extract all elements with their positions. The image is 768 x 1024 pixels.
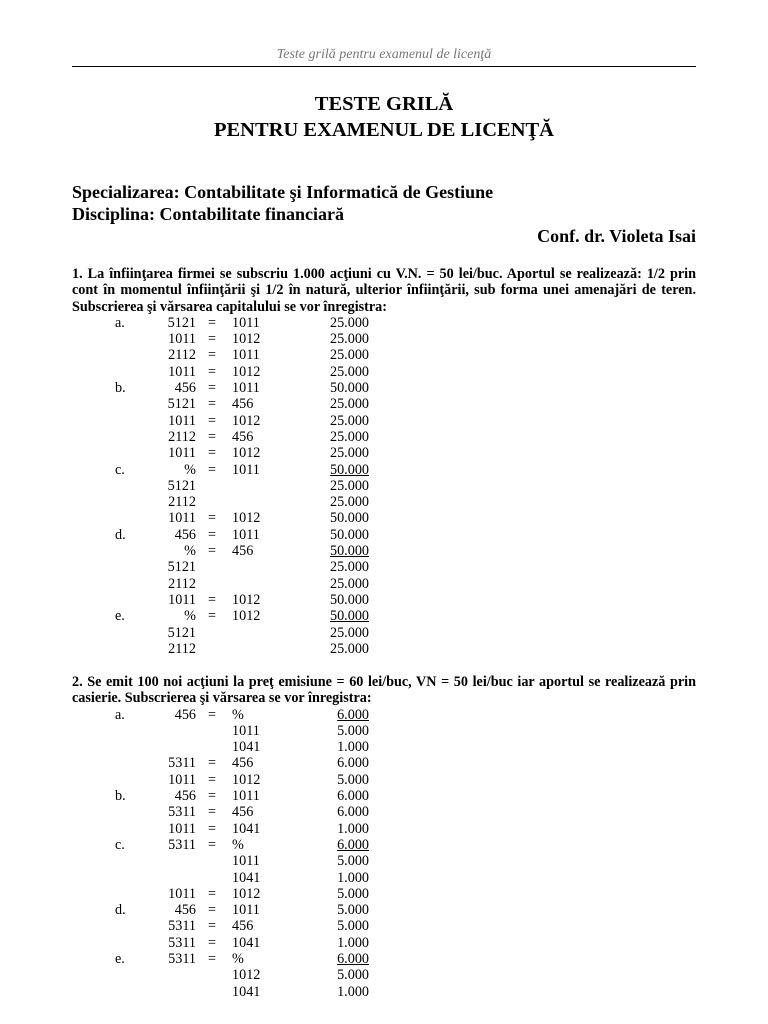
credit-account: 456 [232,804,254,821]
journal-entry-row [72,707,696,723]
journal-entry-row [72,641,696,657]
debit-account: % [184,543,196,560]
amount: 25.000 [329,363,369,380]
debit-account: 1011 [168,510,196,527]
question-1 [72,266,696,657]
amount: 1.000 [337,983,369,1000]
debit-account: 2112 [168,428,196,445]
equals-sign: = [207,412,216,429]
journal-entry-row [72,527,696,543]
option-letter: d. [115,526,126,543]
amount: 25.000 [329,477,369,494]
amount: 5.000 [337,885,369,902]
credit-account: 1041 [232,983,261,1000]
debit-account: 5311 [168,804,196,821]
credit-account: 1012 [232,885,261,902]
answer-option-a [72,315,696,380]
debit-account: 5311 [168,951,196,968]
amount: 25.000 [329,624,369,641]
debit-account: 2112 [168,347,196,364]
equals-sign: = [207,771,216,788]
answer-option-c [72,462,696,527]
credit-account: 456 [232,396,254,413]
journal-entry-row [72,331,696,347]
equals-sign: = [207,902,216,919]
debit-account: 456 [174,788,196,805]
journal-entry-row [72,935,696,951]
equals-sign: = [207,755,216,772]
journal-entry-row [72,984,696,1000]
amount: 25.000 [329,428,369,445]
option-letter: e. [115,608,125,625]
credit-account: 456 [232,428,254,445]
credit-account: 1011 [232,902,260,919]
amount: 50.000 [329,380,369,397]
amount: 25.000 [329,445,369,462]
journal-entry-row [72,755,696,771]
author: Conf. dr. Violeta Isai [537,226,696,246]
journal-entry-row [72,592,696,608]
journal-entry-row [72,494,696,510]
journal-entry-row [72,804,696,820]
amount: 25.000 [329,331,369,348]
debit-account: 456 [174,380,196,397]
amount: 1.000 [337,739,369,756]
journal-entry-row [72,837,696,853]
equals-sign: = [207,380,216,397]
credit-account: 1012 [232,445,261,462]
debit-account: 5311 [168,918,196,935]
journal-entry-row [72,723,696,739]
debit-account: 1011 [168,331,196,348]
equals-sign: = [207,706,216,723]
document-title [0,91,768,143]
debit-account: 1011 [168,885,196,902]
journal-entry-row [72,608,696,624]
amount: 5.000 [337,722,369,739]
journal-entry-row [72,772,696,788]
amount: 50.000 [329,543,369,560]
amount: 25.000 [329,575,369,592]
debit-account: 1011 [168,445,196,462]
journal-entry-row [72,510,696,526]
amount: 5.000 [337,853,369,870]
answer-option-b [72,380,696,461]
option-letter: d. [115,902,126,919]
equals-sign: = [207,331,216,348]
amount: 25.000 [329,347,369,364]
journal-entry-row [72,853,696,869]
answer-option-a [72,707,696,788]
debit-account: 2112 [168,640,196,657]
option-letter: a. [115,314,125,331]
equals-sign: = [207,836,216,853]
debit-account: 5311 [168,934,196,951]
question-text-line: 2. Se emit 100 noi acţiuni la preţ emisiune = 60 lei/buc, VN = 50 lei/buc iar aportul se realizează prin [72,674,696,690]
amount: 25.000 [329,314,369,331]
credit-account: 1012 [232,331,261,348]
option-letter: b. [115,788,126,805]
amount: 25.000 [329,559,369,576]
journal-entry-row [72,445,696,461]
equals-sign: = [207,363,216,380]
question-text-line: Subscrierea şi vărsarea capitalului se vor înregistra: [72,298,387,315]
credit-account: 1011 [232,853,260,870]
amount: 25.000 [329,396,369,413]
title-line-1: TESTE GRILĂ [314,93,454,115]
amount: 6.000 [337,788,369,805]
debit-account: 5311 [168,755,196,772]
equals-sign: = [207,543,216,560]
debit-account: 5121 [167,396,196,413]
specialization: Specializarea: Contabilitate şi Informatică de Gestiune [72,182,494,202]
credit-account: 1041 [232,739,261,756]
credit-account: % [232,706,244,723]
debit-account: 456 [174,526,196,543]
credit-account: 456 [232,918,254,935]
answer-option-e [72,951,696,1000]
amount: 50.000 [329,608,369,625]
option-letter: e. [115,951,125,968]
debit-account: 5121 [167,559,196,576]
credit-account: 1011 [232,347,260,364]
debit-account: 5121 [167,624,196,641]
credit-account: 1041 [232,934,261,951]
debit-account: 1011 [168,412,196,429]
debit-account: 5121 [167,314,196,331]
debit-account: 456 [174,706,196,723]
amount: 25.000 [329,412,369,429]
journal-entry-row [72,429,696,445]
credit-account: 1011 [232,461,260,478]
credit-account: 1011 [232,526,260,543]
question-text-line: cont în momentul înfiinţării şi 1/2 în natură, ulterior înfiinţării, sub forma unei amenajări de teren. [72,282,696,299]
title-line-2: PENTRU EXAMENUL DE LICENŢĂ [213,119,554,141]
journal-entry-row [72,478,696,494]
journal-entry-row [72,967,696,983]
debit-account: 1011 [168,591,196,608]
journal-entry-row [72,364,696,380]
amount: 50.000 [329,461,369,478]
credit-account: 1012 [232,412,261,429]
journal-entry-row [72,886,696,902]
journal-entry-row [72,462,696,478]
amount: 6.000 [337,804,369,821]
answer-option-d [72,902,696,951]
equals-sign: = [207,885,216,902]
journal-entry-row [72,413,696,429]
journal-entry-row [72,918,696,934]
running-header: Teste grilă pentru examenul de licenţă [276,47,492,62]
credit-account: % [232,836,244,853]
amount: 25.000 [329,640,369,657]
journal-entry-row [72,347,696,363]
credit-account: 1041 [232,869,261,886]
answer-option-c [72,837,696,902]
equals-sign: = [207,314,216,331]
credit-account: 456 [232,755,254,772]
credit-account: 1012 [232,608,261,625]
journal-entry-row [72,543,696,559]
option-letter: b. [115,380,126,397]
question-text-line: 1. La înfiinţarea firmei se subscriu 1.000 acţiuni cu V.N. = 50 lei/buc. Aportul se realizează: 1/2 prin [72,266,696,282]
equals-sign: = [207,347,216,364]
amount: 1.000 [337,869,369,886]
discipline: Disciplina: Contabilitate financiară [72,204,345,224]
debit-account: % [184,608,196,625]
option-letter: c. [115,836,125,853]
debit-account: 2112 [168,575,196,592]
amount: 5.000 [337,967,369,984]
debit-account: 456 [174,902,196,919]
journal-entry-row [72,739,696,755]
equals-sign: = [207,396,216,413]
debit-account: 2112 [168,494,196,511]
journal-entry-row [72,559,696,575]
amount: 6.000 [337,706,369,723]
credit-account: % [232,951,244,968]
debit-account: 5311 [168,836,196,853]
equals-sign: = [207,934,216,951]
credit-account: 456 [232,543,254,560]
amount: 6.000 [337,951,369,968]
amount: 6.000 [337,836,369,853]
credit-account: 1012 [232,591,261,608]
debit-account: 1011 [168,363,196,380]
credit-account: 1012 [232,510,261,527]
credit-account: 1011 [232,722,260,739]
journal-entry-row [72,576,696,592]
course-info [72,181,696,247]
amount: 5.000 [337,771,369,788]
equals-sign: = [207,526,216,543]
header-rule [72,66,696,67]
equals-sign: = [207,510,216,527]
equals-sign: = [207,918,216,935]
credit-account: 1012 [232,967,261,984]
debit-account: % [184,461,196,478]
option-letter: a. [115,706,125,723]
option-letter: c. [115,461,125,478]
answer-option-b [72,788,696,837]
debit-account: 5121 [167,477,196,494]
debit-account: 1011 [168,820,196,837]
amount: 5.000 [337,902,369,919]
journal-entry-row [72,870,696,886]
credit-account: 1012 [232,363,261,380]
equals-sign: = [207,591,216,608]
question-text-line: casierie. Subscrierea şi vărsarea se vor înregistra: [72,690,372,707]
journal-entry-row [72,902,696,918]
journal-entry-row [72,951,696,967]
credit-account: 1011 [232,788,260,805]
equals-sign: = [207,788,216,805]
amount: 5.000 [337,918,369,935]
amount: 50.000 [329,526,369,543]
journal-entry-row [72,315,696,331]
credit-account: 1041 [232,820,261,837]
journal-entry-row [72,625,696,641]
equals-sign: = [207,608,216,625]
journal-entry-row [72,788,696,804]
credit-account: 1012 [232,771,261,788]
credit-account: 1011 [232,314,260,331]
amount: 1.000 [337,820,369,837]
journal-entry-row [72,396,696,412]
amount: 25.000 [329,494,369,511]
debit-account: 1011 [168,771,196,788]
equals-sign: = [207,461,216,478]
amount: 1.000 [337,934,369,951]
answer-option-e [72,608,696,657]
equals-sign: = [207,951,216,968]
amount: 50.000 [329,510,369,527]
equals-sign: = [207,428,216,445]
credit-account: 1011 [232,380,260,397]
question-2 [72,674,696,1000]
journal-entry-row [72,821,696,837]
equals-sign: = [207,445,216,462]
amount: 6.000 [337,755,369,772]
amount: 50.000 [329,591,369,608]
equals-sign: = [207,820,216,837]
equals-sign: = [207,804,216,821]
journal-entry-row [72,380,696,396]
answer-option-d [72,527,696,608]
